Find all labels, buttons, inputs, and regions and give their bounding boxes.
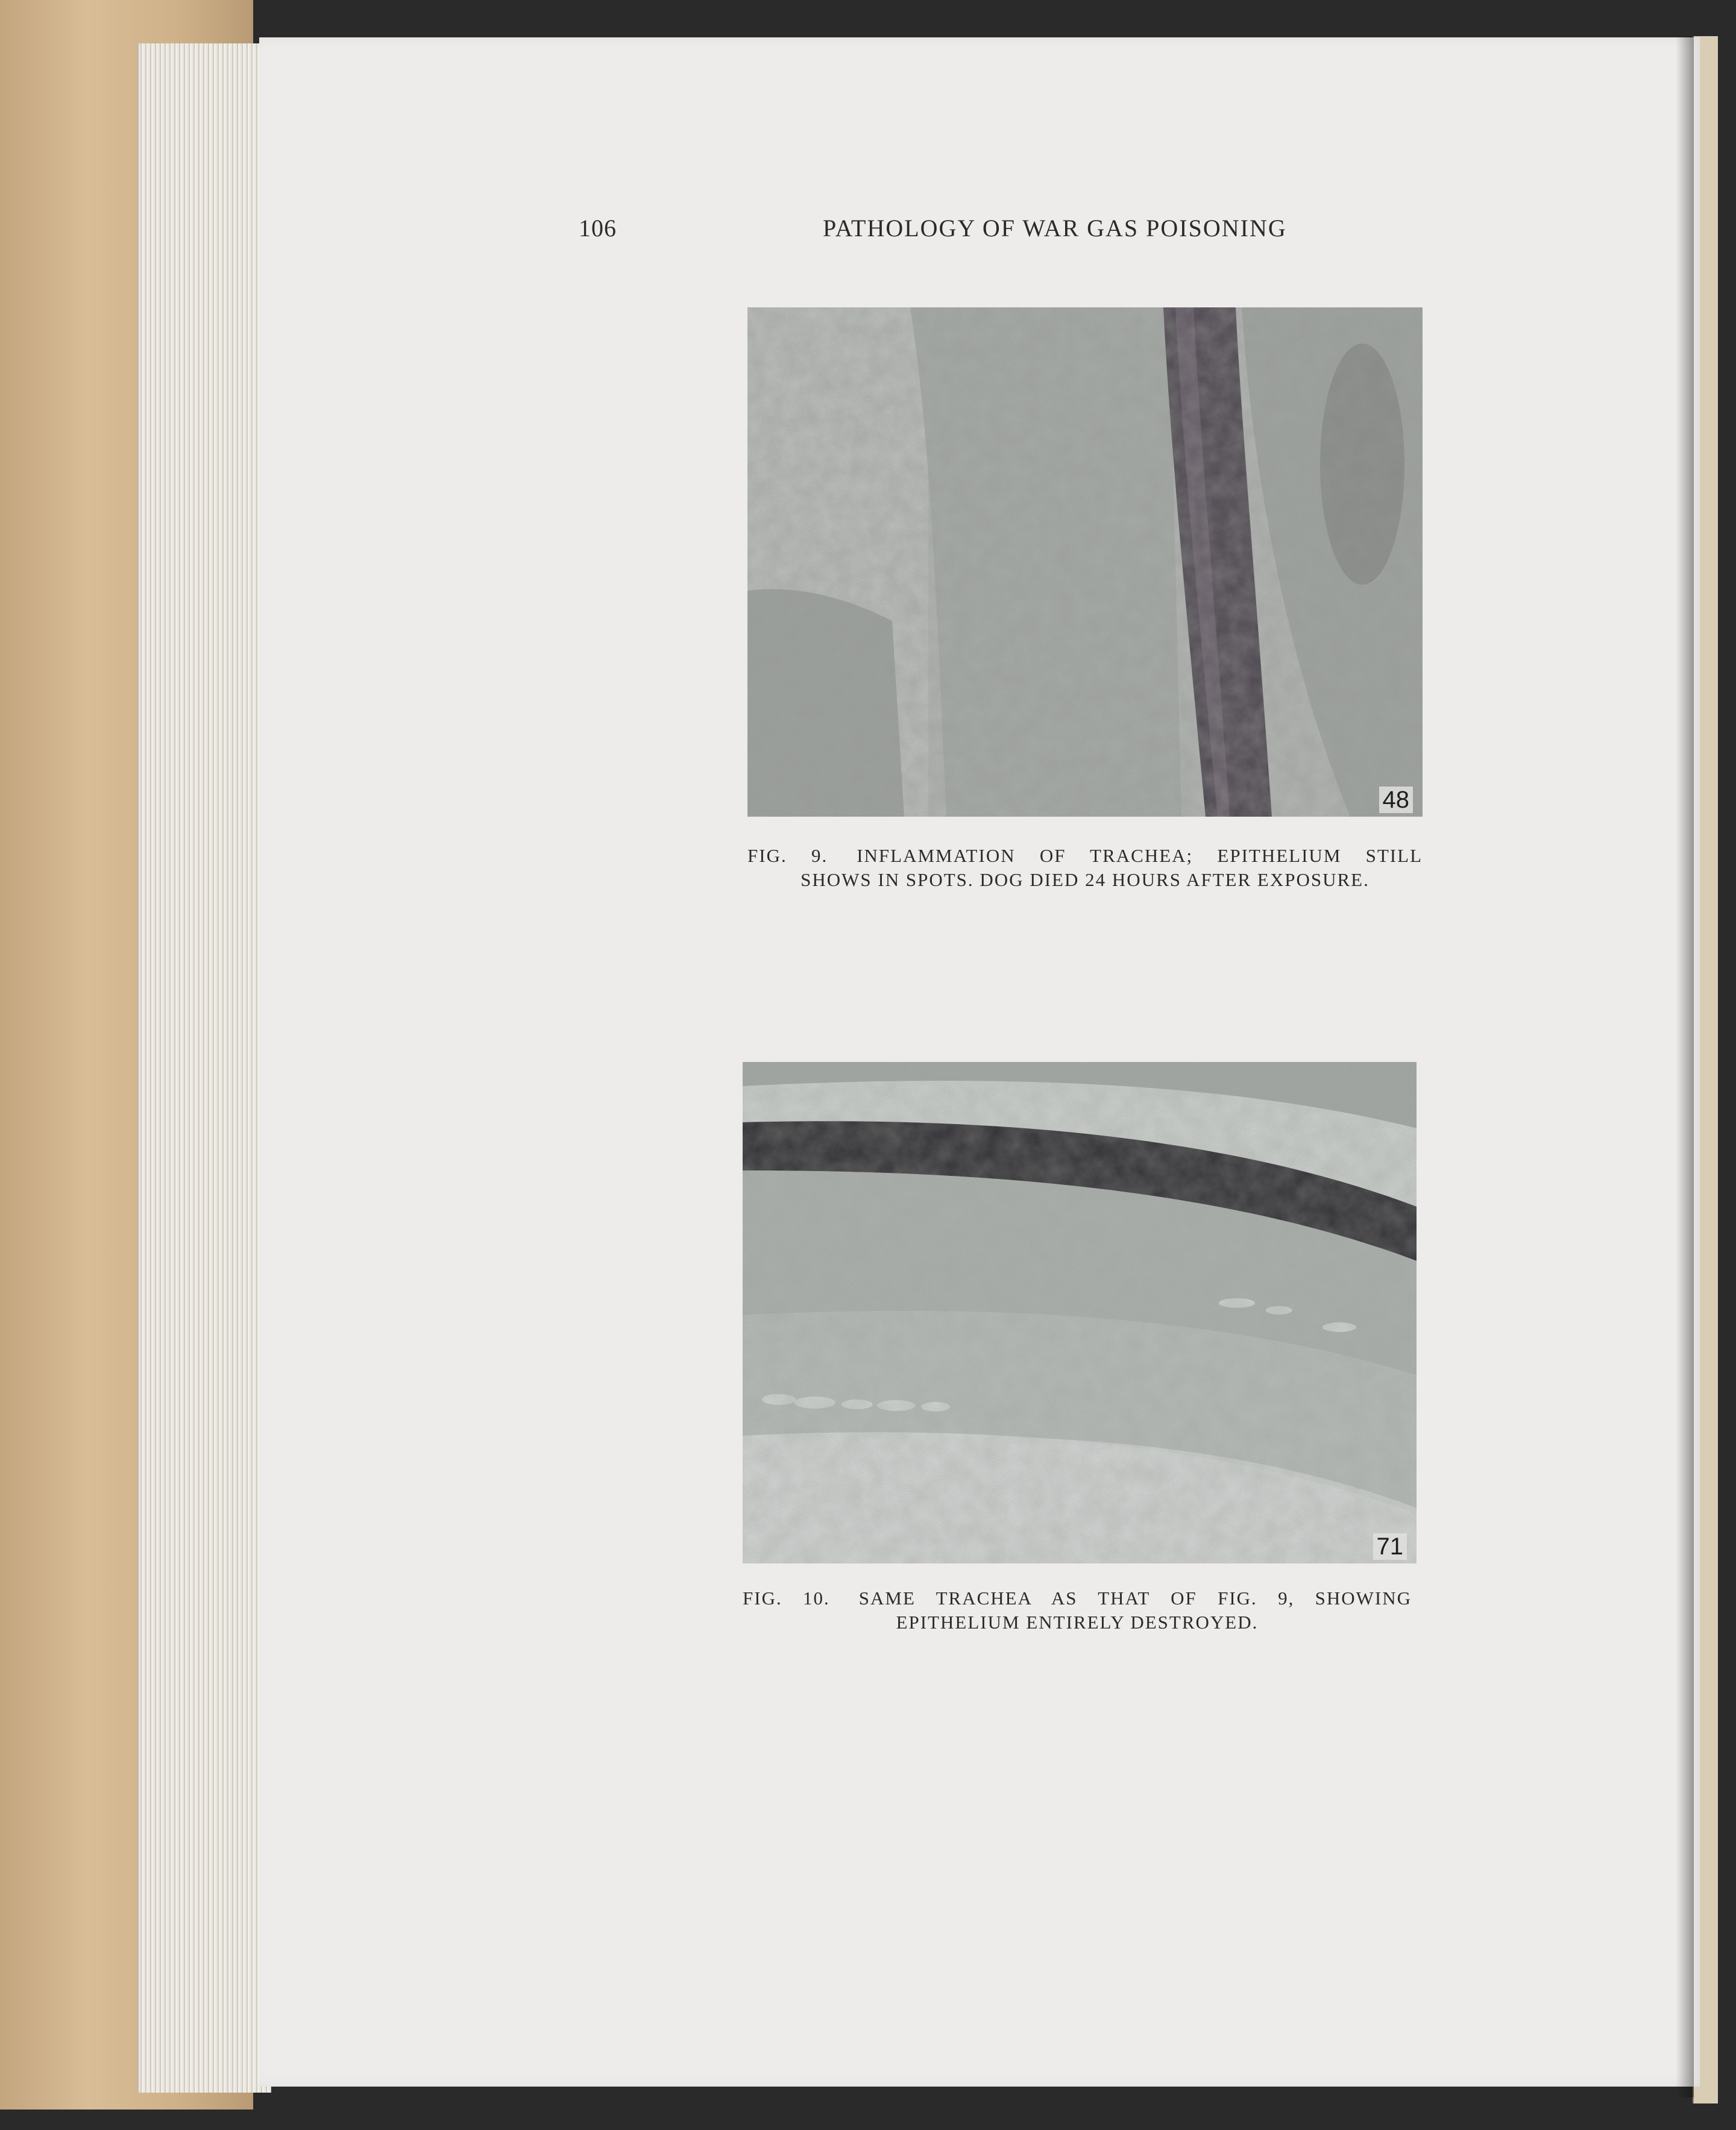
page-stack-edges	[137, 43, 271, 2093]
micrograph-figure-9-image	[747, 307, 1423, 817]
figure-label: FIG. 10.	[743, 1588, 830, 1609]
figure-10	[743, 1062, 1418, 1653]
micrograph-figure-10-image	[743, 1062, 1417, 1563]
caption-line-1	[747, 844, 1423, 868]
running-head: PATHOLOGY OF WAR GAS POISONING	[823, 215, 1287, 242]
figure-9-caption	[747, 844, 1423, 892]
page-header	[0, 214, 1736, 250]
caption-line-2: EPITHELIUM ENTIRELY DESTROYED.	[896, 1612, 1259, 1633]
caption-line-1	[743, 1586, 1412, 1610]
page-number: 106	[579, 215, 617, 242]
plate-number: 48	[1379, 787, 1414, 813]
caption-line-2: SHOWS IN SPOTS. DOG DIED 24 HOURS AFTER EXPOSURE.	[800, 869, 1370, 890]
figure-9	[747, 307, 1423, 898]
caption-text-1: INFLAMMATION OF TRACHEA; EPITHELIUM STILL	[857, 845, 1423, 866]
figure-label: FIG. 9.	[747, 845, 828, 866]
figure-10-caption	[743, 1586, 1412, 1635]
plate-number: 71	[1373, 1533, 1407, 1560]
micrograph-trachea-destroyed	[743, 1062, 1417, 1563]
micrograph-trachea-inflammation	[747, 307, 1423, 817]
spine-shadow	[1676, 36, 1694, 2097]
caption-text-1: SAME TRACHEA AS THAT OF FIG. 9, SHOWING	[858, 1588, 1412, 1609]
